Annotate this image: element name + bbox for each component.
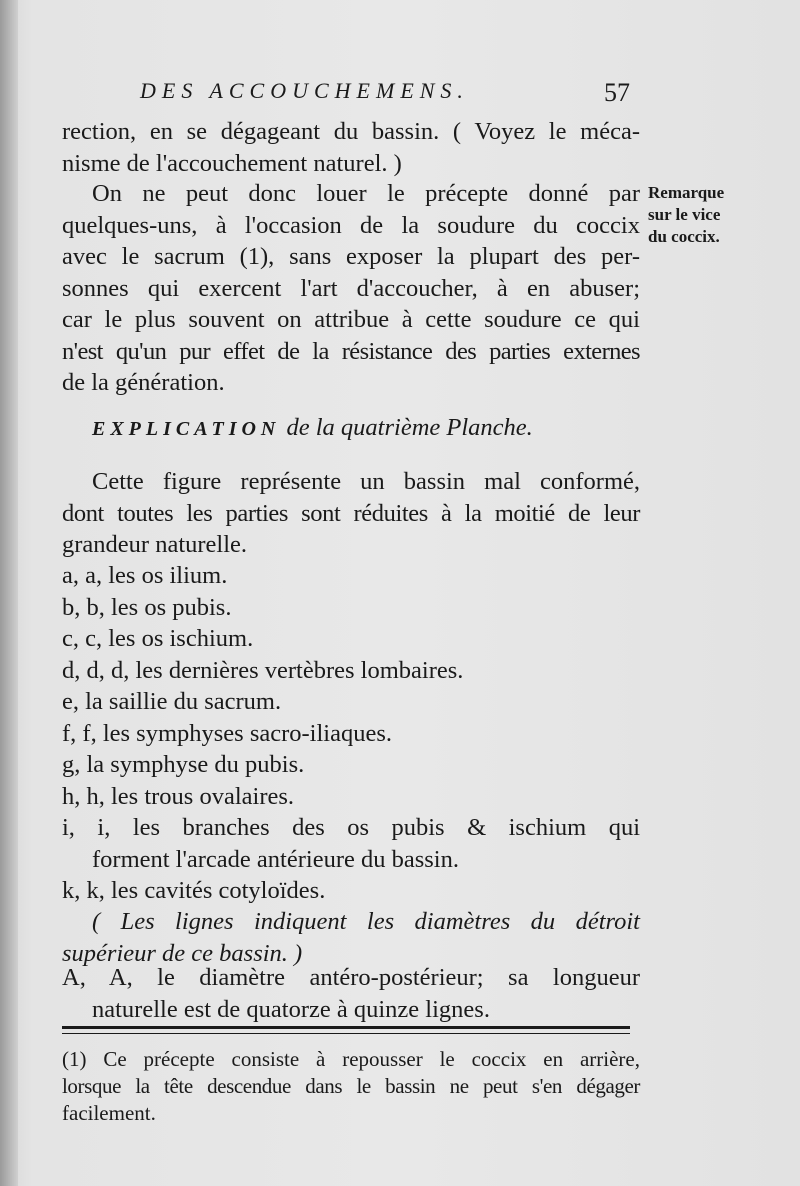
- footnote-line: (1) Ce précepte consiste à repousser le coccix en arrière,: [62, 1047, 640, 1071]
- footnote-line: facilement.: [62, 1101, 156, 1125]
- footnote: [62, 1046, 640, 1127]
- legend-item: h, h, les trous ovalaires.: [62, 782, 295, 810]
- paragraph-continuation: [62, 116, 640, 179]
- margin-note-line: sur le vice: [648, 205, 721, 224]
- text-line: A, A, le diamètre antéro-postérieur; sa longueur: [62, 964, 640, 991]
- legend-item: a, a, les os ilium.: [62, 562, 228, 589]
- margin-note: [648, 182, 748, 248]
- text-line: avec le sacrum (1), sans exposer la plupart des per-: [62, 243, 640, 270]
- legend-item: b, b, les os pubis.: [62, 593, 232, 621]
- text-line: Cette figure représente un bassin mal conformé,: [92, 468, 640, 495]
- text-line: nisme de l'accouchement naturel. ): [62, 149, 402, 177]
- legend-item: c, c, les os ischium.: [62, 625, 254, 652]
- text-line: naturelle est de quatorze à quinze lignes.: [92, 995, 490, 1023]
- legend-item-A: [62, 962, 640, 1025]
- page-gutter-shadow: [0, 0, 18, 1186]
- legend-item-continuation: forment l'arcade antérieure du bassin.: [92, 845, 459, 873]
- legend-item: k, k, les cavités cotyloïdes.: [62, 877, 326, 904]
- heading-caps: EXPLICATION: [92, 418, 281, 440]
- legend-item: e, la saillie du sacrum.: [62, 688, 282, 715]
- text-line: quelques-uns, à l'occasion de la soudure du coccix: [62, 211, 640, 239]
- running-title: DES ACCOUCHEMENS.: [140, 78, 469, 103]
- legend-item: d, d, d, les dernières vertèbres lombaires.: [62, 656, 464, 684]
- legend-item: f, f, les symphyses sacro-iliaques.: [62, 719, 392, 747]
- text-line: rection, en se dégageant du bassin. ( Voyez le méca-: [62, 118, 640, 145]
- legend-item: i, i, les branches des os pubis & ischium qui: [62, 814, 640, 841]
- page-number: 57: [604, 78, 630, 107]
- legend-item: g, la symphyse du pubis.: [62, 751, 305, 778]
- text-line: sonnes qui exercent l'art d'accoucher, à en abuser;: [62, 274, 640, 302]
- paragraph-description: [62, 466, 640, 561]
- text-line: de la génération.: [62, 369, 225, 396]
- legend-list: [62, 560, 640, 907]
- text-line: n'est qu'un pur effet de la résistance des parties externes: [62, 337, 640, 365]
- section-heading: [62, 412, 640, 444]
- margin-note-line: Remarque: [648, 183, 725, 202]
- footnote-line: lorsque la tête descendue dans le bassin ne peut s'en dégager: [62, 1074, 640, 1098]
- heading-rest: de la quatrième Planche.: [286, 414, 533, 441]
- footnote-rule-thin: [62, 1033, 630, 1034]
- text-line: car le plus souvent on attribue à cette soudure ce qui: [62, 306, 640, 333]
- paragraph-remarque: [62, 178, 640, 399]
- footnote-rule: [62, 1026, 630, 1029]
- text-line: grandeur naturelle.: [62, 531, 248, 558]
- text-line: On ne peut donc louer le précepte donné par: [92, 180, 640, 207]
- margin-note-line: du coccix.: [648, 227, 720, 246]
- running-header: [140, 78, 630, 107]
- text-line: ( Les lignes indiquent les diamètres du détroit: [92, 908, 640, 935]
- text-line: supérieur de ce bassin. ): [62, 939, 303, 967]
- lines-note: [62, 906, 640, 969]
- text-line: dont toutes les parties sont réduites à la moitié de leur: [62, 499, 640, 527]
